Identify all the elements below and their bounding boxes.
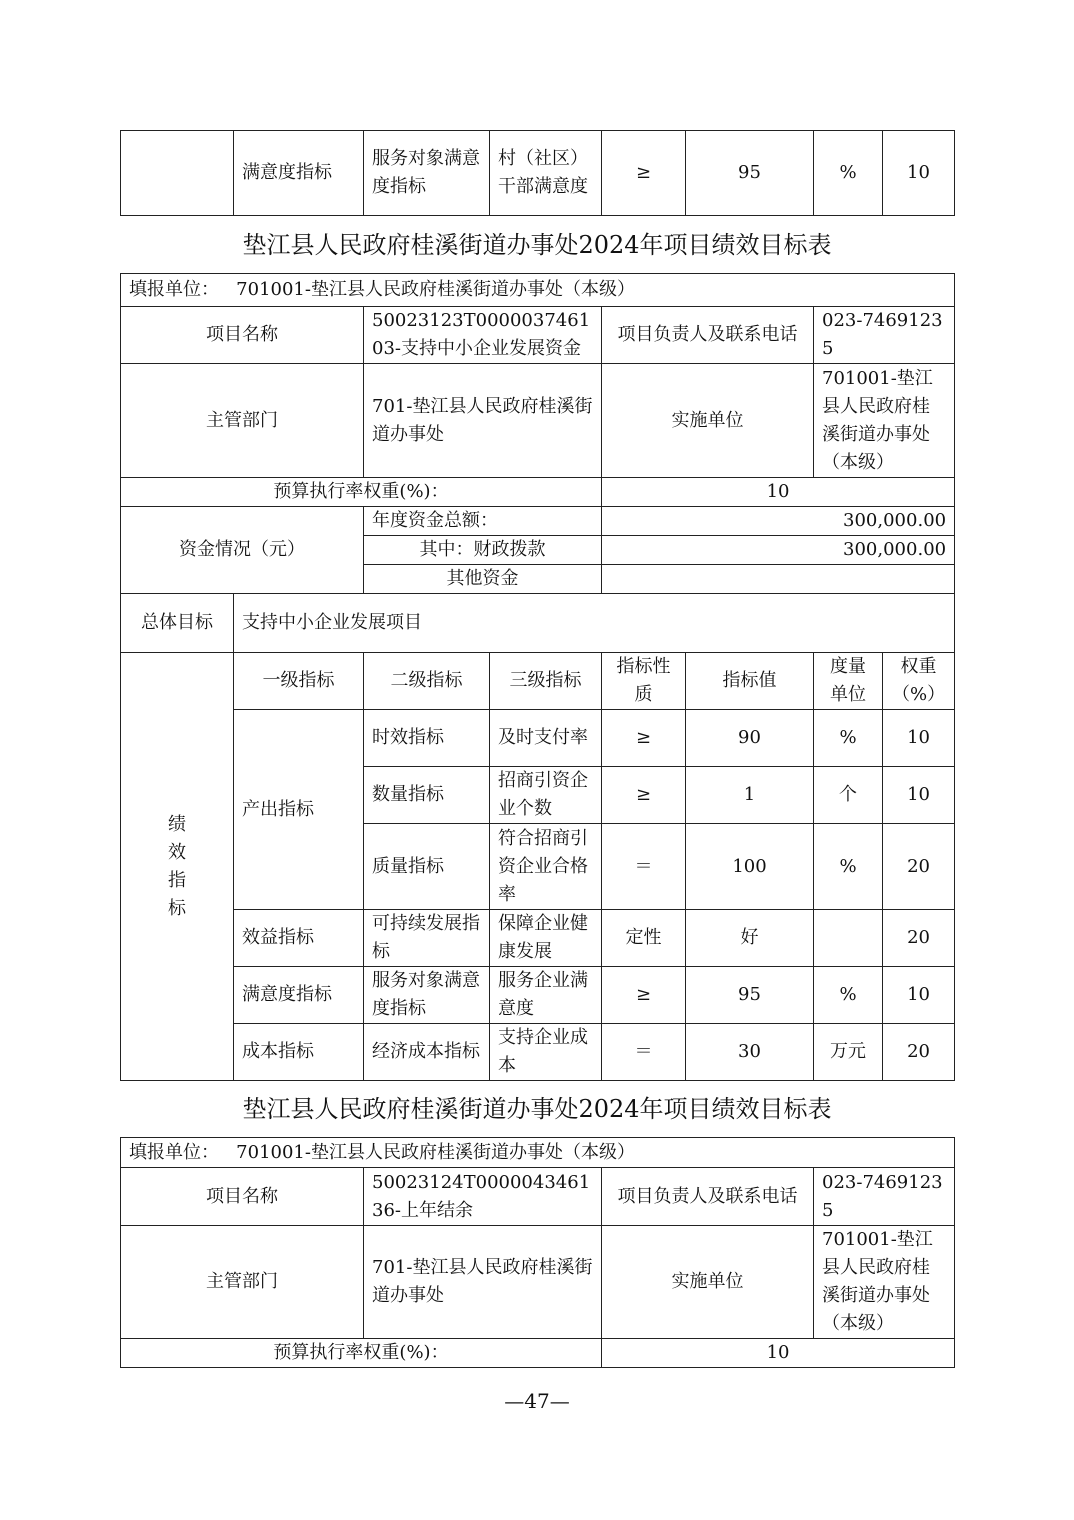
table2-title: 垫江县人民政府桂溪街道办事处2024年项目绩效目标表 <box>242 1095 832 1123</box>
contact-label: 项目负责人及联系电话 <box>602 307 814 364</box>
header-unit: 度量单位 <box>814 653 883 710</box>
value-cell: 95 <box>686 131 814 216</box>
table1-title: 垫江县人民政府桂溪街道办事处2024年项目绩效目标表 <box>242 231 832 259</box>
row-level1: 满意度指标 <box>234 967 364 1024</box>
row-level1: 产出指标 <box>234 710 364 910</box>
impl-label: 实施单位 <box>602 1226 814 1339</box>
nature-cell: ≥ <box>602 131 686 216</box>
budget-weight-value: 10 <box>602 1339 955 1368</box>
unit-value: 701001-垫江县人民政府桂溪街道办事处（本级） <box>236 279 635 300</box>
row-value: 好 <box>686 910 814 967</box>
impl-value: 701001-垫江县人民政府桂溪街道办事处（本级） <box>814 1226 955 1339</box>
budget-weight-value: 10 <box>602 478 955 507</box>
row-nature: ≥ <box>602 767 686 824</box>
unit-row <box>121 274 955 307</box>
header-level2: 二级指标 <box>364 653 490 710</box>
unit-value: 701001-垫江县人民政府桂溪街道办事处（本级） <box>236 1141 635 1163</box>
row-nature: ≥ <box>602 710 686 767</box>
goal-value: 支持中小企业发展项目 <box>234 594 955 653</box>
row-level2: 时效指标 <box>364 710 490 767</box>
row-value: 30 <box>686 1024 814 1081</box>
header-nature: 指标性质 <box>602 653 686 710</box>
row-level2: 经济成本指标 <box>364 1024 490 1081</box>
header-level3: 三级指标 <box>490 653 602 710</box>
funds-label: 资金情况（元） <box>121 507 364 594</box>
row-unit: % <box>814 710 883 767</box>
dept-label: 主管部门 <box>121 1226 364 1339</box>
row-level2: 可持续发展指标 <box>364 910 490 967</box>
row-level3: 符合招商引资企业合格率 <box>490 824 602 910</box>
dept-value: 701-垫江县人民政府桂溪街道办事处 <box>364 364 602 478</box>
continuation-table <box>120 130 955 216</box>
page-number: —47— <box>504 1389 570 1413</box>
contact-value: 023-74691235 <box>814 1168 955 1226</box>
row-level2: 服务对象满意度指标 <box>364 967 490 1024</box>
funds-fiscal-value: 300,000.00 <box>602 536 955 565</box>
impl-value: 701001-垫江县人民政府桂溪街道办事处（本级） <box>814 364 955 478</box>
unit-label: 填报单位： <box>129 279 219 300</box>
row-unit: % <box>814 967 883 1024</box>
impl-label: 实施单位 <box>602 364 814 478</box>
funds-total-value: 300,000.00 <box>602 507 955 536</box>
row-weight: 10 <box>883 967 955 1024</box>
level1-cell: 满意度指标 <box>234 131 364 216</box>
project-name-label: 项目名称 <box>121 307 364 364</box>
row-unit: 万元 <box>814 1024 883 1081</box>
row-level3: 服务企业满意度 <box>490 967 602 1024</box>
funds-other-label: 其他资金 <box>364 565 602 594</box>
unit-label: 填报单位： <box>129 1141 219 1163</box>
unit-cell: % <box>814 131 883 216</box>
row-value: 100 <box>686 824 814 910</box>
project-name-label: 项目名称 <box>121 1168 364 1226</box>
row-weight: 10 <box>883 710 955 767</box>
row-level3: 招商引资企业个数 <box>490 767 602 824</box>
unit-row <box>121 1138 955 1168</box>
budget-weight-label: 预算执行率权重(%)： <box>121 1339 602 1368</box>
funds-other-value <box>602 565 955 594</box>
row-nature: ≥ <box>602 967 686 1024</box>
header-weight: 权重（%） <box>883 653 955 710</box>
row-level3: 及时支付率 <box>490 710 602 767</box>
row-weight: 20 <box>883 1024 955 1081</box>
row-weight: 20 <box>883 824 955 910</box>
row-nature: ＝ <box>602 824 686 910</box>
table2 <box>120 1137 955 1368</box>
perf-label-text: 绩效指标 <box>168 813 186 919</box>
row-value: 1 <box>686 767 814 824</box>
row-weight: 10 <box>883 767 955 824</box>
row-level3: 支持企业成本 <box>490 1024 602 1081</box>
row-value: 90 <box>686 710 814 767</box>
row-unit <box>814 910 883 967</box>
row-weight: 20 <box>883 910 955 967</box>
row-nature: 定性 <box>602 910 686 967</box>
row-value: 95 <box>686 967 814 1024</box>
row-level3: 保障企业健康发展 <box>490 910 602 967</box>
funds-fiscal-label: 其中：财政拨款 <box>364 536 602 565</box>
row-unit: % <box>814 824 883 910</box>
level3-cell: 村（社区）干部满意度 <box>490 131 602 216</box>
weight-cell: 10 <box>883 131 955 216</box>
dept-label: 主管部门 <box>121 364 364 478</box>
dept-value: 701-垫江县人民政府桂溪街道办事处 <box>364 1226 602 1339</box>
row-level2: 数量指标 <box>364 767 490 824</box>
row-level2: 质量指标 <box>364 824 490 910</box>
empty-cell <box>121 131 234 216</box>
header-level1: 一级指标 <box>234 653 364 710</box>
contact-value: 023-74691235 <box>814 307 955 364</box>
row-unit: 个 <box>814 767 883 824</box>
perf-label <box>121 653 234 1081</box>
row-level1: 效益指标 <box>234 910 364 967</box>
goal-label: 总体目标 <box>121 594 234 653</box>
table1 <box>120 273 955 1081</box>
row-nature: ＝ <box>602 1024 686 1081</box>
level2-cell: 服务对象满意度指标 <box>364 131 490 216</box>
row-level1: 成本指标 <box>234 1024 364 1081</box>
budget-weight-label: 预算执行率权重(%)： <box>121 478 602 507</box>
project-name: 50023123T000003746103-支持中小企业发展资金 <box>364 307 602 364</box>
funds-total-label: 年度资金总额： <box>364 507 602 536</box>
header-value: 指标值 <box>686 653 814 710</box>
project-name: 50023124T000004346136-上年结余 <box>364 1168 602 1226</box>
contact-label: 项目负责人及联系电话 <box>602 1168 814 1226</box>
